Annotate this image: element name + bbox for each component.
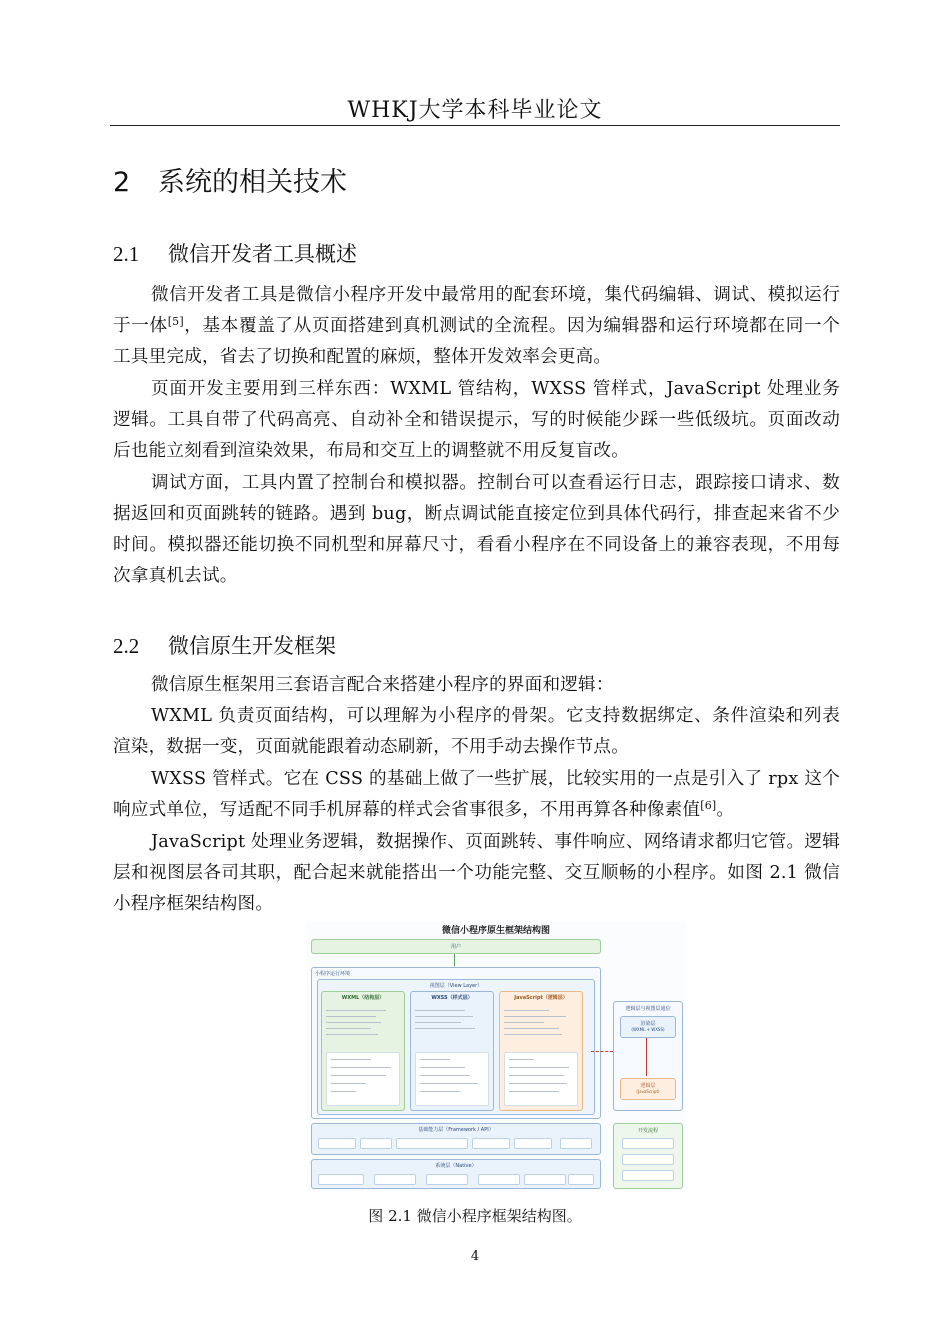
paragraph: WXML 负责页面结构，可以理解为小程序的骨架。它支持数据绑定、条件渲染和列表渲染，数据一变，页面就能跟着动态刷新，不用手动去操作节点。 [113, 706, 840, 757]
figure-caption: 图 2.1 微信小程序框架结构图。 [368, 1207, 582, 1225]
chapter-heading [113, 160, 347, 199]
arrow-connector [646, 1038, 647, 1076]
section-heading-2-1 [113, 238, 357, 268]
section-number: 2.1 [113, 242, 140, 266]
runtime-box: 小程序运行环境 [311, 967, 601, 1119]
paragraph: 微信开发者工具是微信小程序开发中最常用的配套环境，集代码编辑、调试、模拟运行于一体[5]，基本覆盖了从页面搭建到真机测试的全流程。因为编辑器和运行环境都在同一个工具里完成，省去了切换和配置的麻烦，整体开发效率会更高。 [113, 285, 840, 367]
wxss-column: WXSS（样式层） [410, 991, 494, 1111]
citation: [6] [700, 799, 717, 812]
paragraph: 调试方面，工具内置了控制台和模拟器。控制台可以查看运行日志，跟踪接口请求、数据返回和页面跳转的链路。遇到 bug，断点调试能直接定位到具体代码行，排查起来省不少时间。模拟器还能切换不同机型和屏幕尺寸，看看小程序在不同设备上的兼容表现，不用每次拿真机去试。 [113, 473, 840, 586]
dev-flow-box: 开发流程 [613, 1123, 683, 1189]
framework-diagram [307, 921, 685, 1191]
section-heading-2-2 [113, 630, 336, 660]
framework-layer-box: 基础能力层（Framework / API） [311, 1123, 601, 1155]
user-box: 用户 [311, 939, 601, 954]
paragraph: 微信原生框架用三套语言配合来搭建小程序的界面和逻辑： [151, 675, 614, 695]
paragraph: WXSS 管样式。它在 CSS 的基础上做了一些扩展，比较实用的一点是引入了 rpx 这个响应式单位，写适配不同手机屏幕的样式会省事很多，不用再算各种像素值[6]。 [113, 769, 840, 820]
logic-layer-box: 逻辑层 (JavaScript) [620, 1078, 676, 1100]
wxml-column: WXML（结构层） [321, 991, 405, 1111]
paragraph: JavaScript 处理业务逻辑，数据操作、页面跳转、事件响应、网络请求都归它管。逻辑层和视图层各司其职，配合起来就能搭出一个功能完整、交互顺畅的小程序。如图 2.1 微信小程序框架结构图。 [113, 832, 840, 914]
citation: [5] [167, 315, 184, 328]
header-rule [110, 125, 840, 126]
page-number: 4 [470, 1249, 480, 1264]
dashed-arrow [591, 1051, 613, 1052]
section-title: 微信开发者工具概述 [168, 242, 357, 266]
chapter-number: 2 [113, 167, 131, 198]
chapter-title: 系统的相关技术 [158, 167, 347, 198]
code-sample [415, 1052, 489, 1106]
section-title: 微信原生开发框架 [168, 634, 336, 658]
system-layer-box: 系统层（Native） [311, 1159, 601, 1189]
render-layer-box: 渲染层 (WXML + WXSS) [620, 1016, 676, 1038]
communication-box: 逻辑层与视图层通信 渲染层 (WXML + WXSS) 逻辑层 (JavaScript) [613, 1001, 683, 1111]
running-header: WHKJ大学本科毕业论文 [347, 98, 603, 123]
paragraph: 页面开发主要用到三样东西：WXML 管结构，WXSS 管样式，JavaScript 处理业务逻辑。工具自带了代码高亮、自动补全和错误提示，写的时候能少踩一些低级坑。页面改动后也能立刻看到渲染效果，布局和交互上的调整就不用反复盲改。 [113, 379, 840, 461]
diagram-title: 微信小程序原生框架结构图 [441, 926, 550, 936]
view-layer-box: 视图层（View Layer） [317, 979, 595, 1115]
code-sample [326, 1052, 400, 1106]
code-sample [504, 1052, 578, 1106]
section-number: 2.2 [113, 634, 140, 658]
arrow-connector [454, 954, 455, 966]
javascript-column: JavaScript（逻辑层） [499, 991, 583, 1111]
